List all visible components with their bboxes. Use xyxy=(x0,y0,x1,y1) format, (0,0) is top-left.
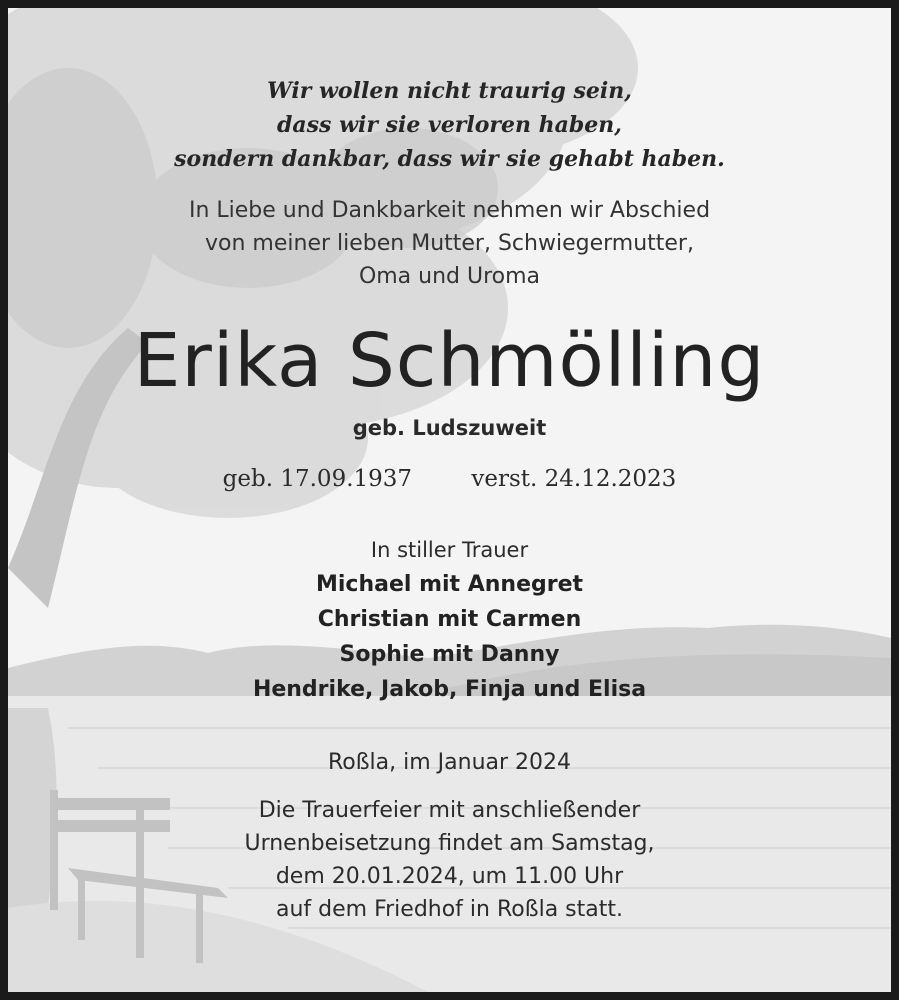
service-line: Urnenbeisetzung findet am Samstag, xyxy=(244,831,655,856)
birth-name: geb. Ludszuweit xyxy=(352,416,547,440)
service-line: dem 20.01.2024, um 11.00 Uhr xyxy=(275,864,624,889)
birth-date: geb. 17.09.1937 xyxy=(222,466,413,492)
mourner-entry: Michael mit Annegret xyxy=(315,572,584,597)
service-line: Die Trauerfeier mit anschließender xyxy=(258,798,641,823)
intro-line: Oma und Uroma xyxy=(358,264,541,289)
life-dates xyxy=(8,466,891,492)
place-date: Roßla, im Januar 2024 xyxy=(327,750,572,775)
obituary-text xyxy=(8,8,891,992)
verse-line: sondern dankbar, dass wir sie gehabt haben. xyxy=(174,146,725,172)
verse-line: dass wir sie verloren haben, xyxy=(277,112,622,138)
deceased-name: Erika Schmölling xyxy=(133,318,766,404)
service-line: auf dem Friedhof in Roßla statt. xyxy=(275,897,623,922)
intro-line: von meiner lieben Mutter, Schwiegermutter, xyxy=(205,231,694,256)
mourner-entry: Sophie mit Danny xyxy=(339,642,560,667)
verse-line: Wir wollen nicht traurig sein, xyxy=(267,78,632,104)
intro-line: In Liebe und Dankbarkeit nehmen wir Abschied xyxy=(188,198,711,223)
mourners-label: In stiller Trauer xyxy=(370,538,529,562)
mourner-entry: Hendrike, Jakob, Finja und Elisa xyxy=(252,677,647,702)
death-date: verst. 24.12.2023 xyxy=(471,466,677,492)
mourner-entry: Christian mit Carmen xyxy=(317,607,582,632)
